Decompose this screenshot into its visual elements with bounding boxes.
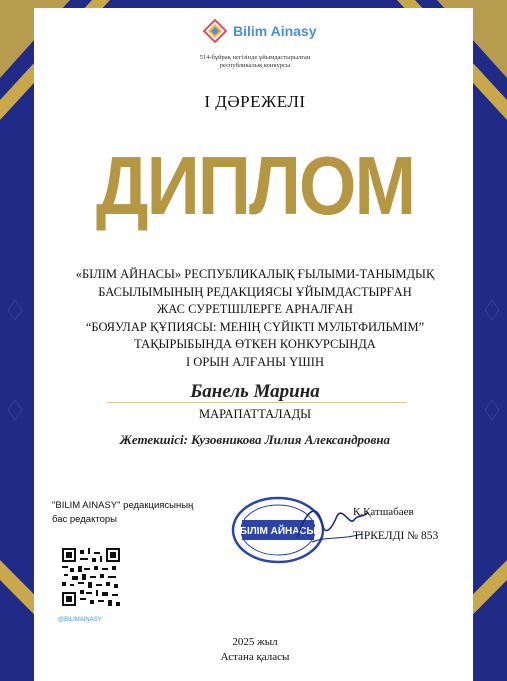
logo-text: Bilim Ainasy	[233, 23, 317, 39]
competition-note	[150, 54, 360, 70]
bilim-ainasy-logo-icon	[203, 19, 227, 43]
year-label: 2025 жыл	[232, 636, 278, 648]
description-line: «БІЛІМ АЙНАСЫ» РЕСПУБЛИКАЛЫҚ ҒЫЛЫМИ-ТАНЫМДЫҚ	[75, 267, 435, 281]
award-description	[55, 266, 455, 371]
logo	[203, 16, 343, 46]
description-line: БАСЫЛЫМЫНЫҢ РЕДАКЦИЯСЫ ҰЙЫМДАСТЫРҒАН	[98, 284, 412, 299]
degree-label: І ДӘРЕЖЕЛІ	[204, 92, 306, 111]
registration-number: ТІРКЕЛДІ № 853	[353, 530, 439, 542]
diploma-title: ДИПЛОМ	[95, 139, 415, 233]
description-line: “БОЯУЛАР ҚҰПИЯСЫ: МЕНІҢ СҮЙІКТІ МУЛЬТФИЛЬМІМ”	[85, 319, 425, 334]
name-underline	[107, 402, 407, 403]
description-line: І ОРЫН АЛҒАНЫ ҮШІН	[186, 354, 324, 369]
editor-label	[52, 499, 242, 527]
qr-code[interactable]	[62, 548, 120, 606]
editor-label-line1: "BILIM AINASY" редакциясының	[52, 500, 194, 511]
description-line: ЖАС СУРЕТШІЛЕРГЕ АРНАЛҒАН	[157, 302, 353, 316]
awarded-label: МАРАПАТТАЛАДЫ	[198, 407, 312, 421]
city-label: Астана қаласы	[220, 651, 290, 663]
competition-note-line2: республикалық конкурсы	[219, 62, 291, 69]
description-line: ТАҚЫРЫБЫНДА ӨТКЕН КОНКУРСЫНДА	[134, 337, 376, 351]
seal-text: БІЛІМ АЙНАСЫ	[239, 526, 317, 537]
signer-name: Қ.Қатшабаев	[353, 506, 414, 518]
editor-label-line2: бас редакторы	[52, 514, 117, 525]
qr-caption: @BILIMAINASY	[58, 617, 102, 623]
recipient-name: Банель Марина	[190, 381, 320, 402]
mentor-line: Жетекшісі: Кузовникова Лилия Александровна	[119, 432, 391, 447]
competition-note-line1: 514-бұйрақ негізінде ұйымдастырылған	[199, 54, 311, 61]
